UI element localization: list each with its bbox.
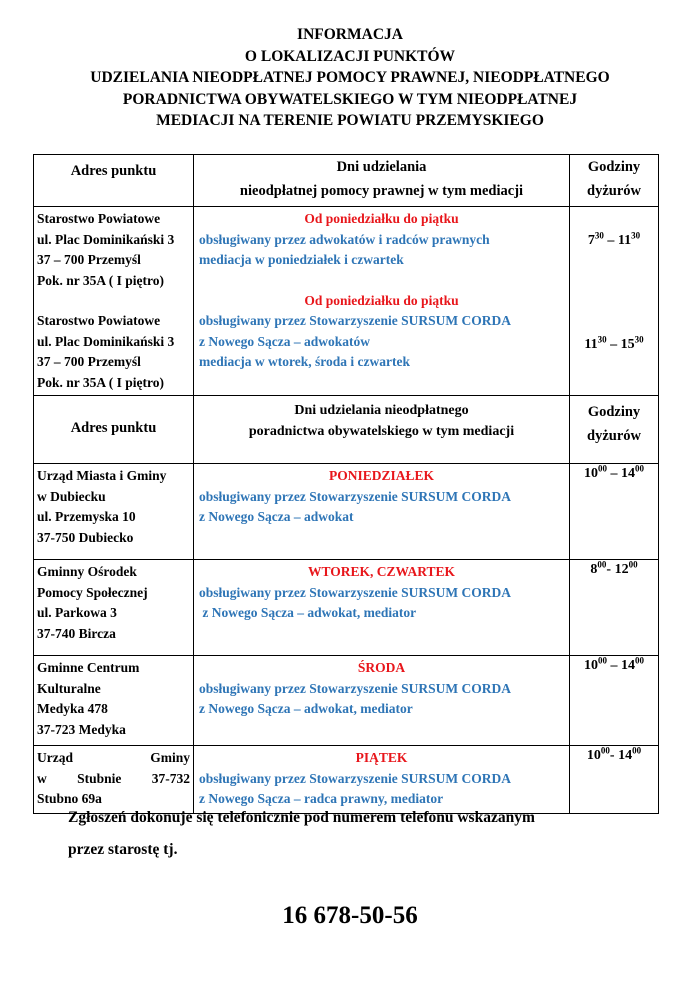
day-label: ŚRODA [357, 660, 406, 675]
days-cell: PIĄTEK obsługiwany przez Stowarzyszenie SURSUM CORDA z Nowego Sącza – radca prawny, mediator [194, 746, 570, 814]
hours-cell: $10^{00}-$ $14^{00}$ [570, 746, 659, 814]
hours-cell: $8^{00}-$ $12^{00}$ [570, 560, 659, 656]
hours-cell [570, 207, 659, 396]
header-days: Dni udzielania nieodpłatnej pomocy prawnej w tym mediacji [194, 155, 570, 207]
document-title [0, 24, 700, 132]
day-label: WTOREK, CZWARTEK [307, 564, 456, 579]
day-label: PIĄTEK [355, 750, 408, 765]
title-line: MEDIACJI NA TERENIE POWIATU PRZEMYSKIEGO [156, 112, 544, 129]
footer-note: Zgłoszeń dokonuje się telefonicznie pod numerem telefonu wskazanym przez starostę tj. [68, 809, 535, 858]
hours-cell: $10^{00} - 14^{00}$ [570, 656, 659, 746]
locations-table [33, 154, 659, 814]
table-header [34, 155, 659, 207]
address-cell: Gminny Ośrodek Pomocy Społecznej ul. Parkowa 3 37-740 Bircza [34, 560, 194, 656]
table-row [34, 656, 659, 746]
title-line: O LOKALIZACJI PUNKTÓW [244, 47, 456, 65]
days-cell: ŚRODA obsługiwany przez Stowarzyszenie SURSUM CORDA z Nowego Sącza – adwokat, mediator [194, 656, 570, 746]
header-hours: Godziny dyżurów [570, 396, 659, 464]
title-line: PORADNICTWA OBYWATELSKIEGO W TYM NIEODPŁATNEJ [122, 90, 578, 108]
days-cell: WTOREK, CZWARTEK obsługiwany przez Stowarzyszenie SURSUM CORDA z Nowego Sącza – adwokat, mediator [194, 560, 570, 656]
phone-number: 16 678-50-56 [282, 902, 418, 929]
address-cell: Urząd Gminy w Stubnie 37-732 Stubno 69a [34, 746, 194, 814]
header-days: Dni udzielania nieodpłatnego poradnictwa obywatelskiego w tym mediacji [194, 396, 570, 464]
day-label: Od poniedziałku do piątku [304, 211, 459, 226]
header-address: Adres punktu [34, 396, 194, 464]
hours-cell: $10^{00} - 14^{00}$ [570, 464, 659, 560]
day-label: PONIEDZIAŁEK [328, 468, 435, 483]
title-line: UDZIELANIA NIEODPŁATNEJ POMOCY PRAWNEJ, NIEODPŁATNEGO [90, 69, 610, 86]
table-row [34, 207, 659, 396]
days-cell: Od poniedziałku do piątku obsługiwany przez adwokatów i radców prawnych mediacja w poniedziałek i czwartek Od poniedziałku do piątku obsługiwany przez Stowarzyszenie SURSUM CORDA z Nowego Sącza – adwokatów mediacja w wtorek, środa i czwartek [194, 207, 570, 396]
days-cell: PONIEDZIAŁEK obsługiwany przez Stowarzyszenie SURSUM CORDA z Nowego Sącza – adwokat [194, 464, 570, 560]
address-cell: Urząd Miasta i Gminy w Dubiecku ul. Przemyska 10 37-750 Dubiecko [34, 464, 194, 560]
title-line: INFORMACJA [297, 26, 403, 43]
table-header [34, 396, 659, 464]
address-cell: Starostwo Powiatowe ul. Plac Dominikański 3 37 – 700 Przemyśl Pok. nr 35A ( I piętro) Starostwo Powiatowe ul. Plac Dominikański 3 37 – 700 Przemyśl Pok. nr 35A ( I piętro) [34, 207, 194, 396]
hours-value: $11^{30} - 15^{30}$ [584, 334, 644, 352]
hours-value: $7^{30} - 11^{30}$ [587, 230, 641, 248]
day-label: Od poniedziałku do piątku [304, 292, 459, 308]
header-hours: Godziny dyżurów [570, 155, 659, 207]
address-cell: Gminne Centrum Kulturalne Medyka 478 37-723 Medyka [34, 656, 194, 746]
header-address: Adres punktu [34, 155, 194, 207]
table-row [34, 560, 659, 656]
table-row [34, 464, 659, 560]
